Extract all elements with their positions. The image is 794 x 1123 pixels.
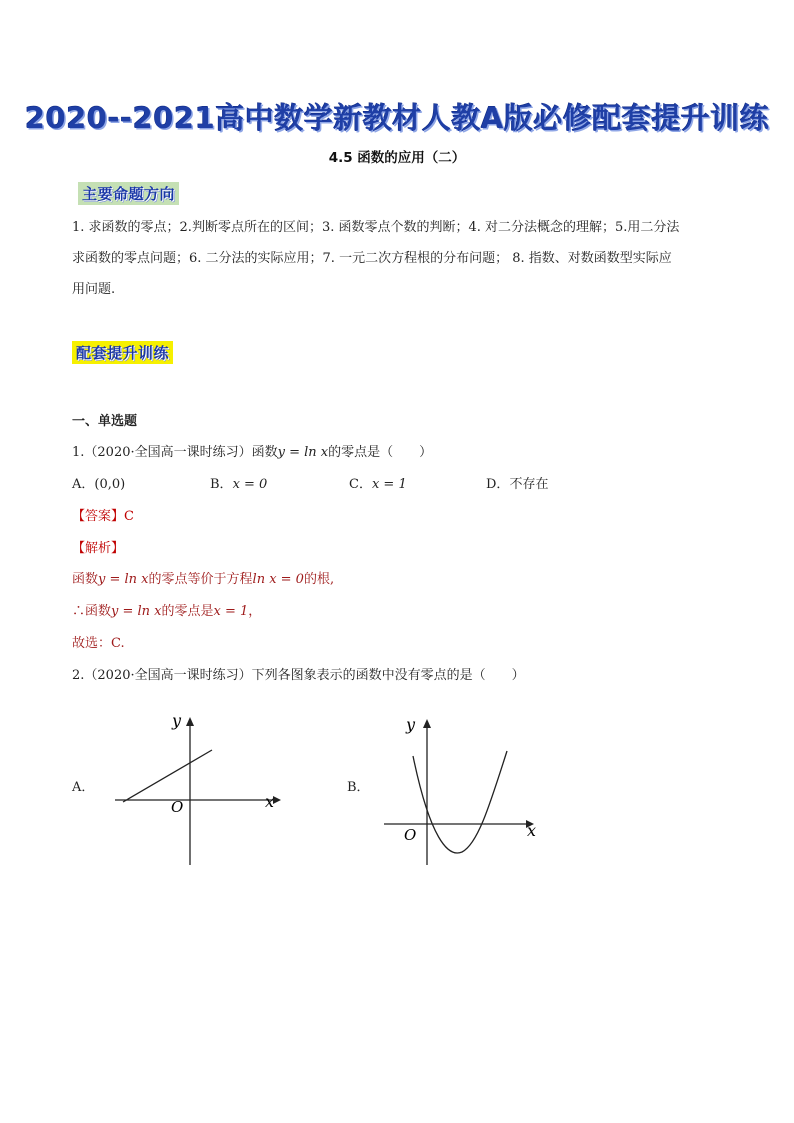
solution-text: ∴函数 — [72, 604, 112, 619]
direction-text — [72, 212, 728, 305]
solution-line-2 — [72, 600, 261, 619]
stem-prefix: 1.（2020·全国高一课时练习）函数 — [72, 445, 278, 460]
answer-label: 【答案】C — [72, 509, 134, 524]
option-b — [210, 473, 267, 492]
solution-formula: x = 1 — [213, 604, 249, 619]
direction-text-line: 1. 求函数的零点；2.判断零点所在的区间；3. 函数零点个数的判断；4. 对二分法概念的理解；5.用二分法 — [72, 220, 680, 235]
part-title: 一、单选题 — [72, 414, 138, 429]
solution-conclusion: 故选：C. — [72, 636, 125, 651]
analysis-label: 【解析】 — [72, 541, 125, 556]
option-label: D． — [486, 477, 510, 492]
y-axis-label: y — [172, 711, 182, 730]
training-heading: 配套提升训练 — [72, 341, 173, 364]
origin-label: O — [404, 826, 417, 844]
direction-text-line: 用问题. — [72, 282, 116, 297]
graph-b-label: B． — [347, 780, 370, 795]
option-text: x = 1 — [371, 477, 407, 492]
y-axis-arrow-icon — [423, 719, 431, 728]
stem-suffix: 的零点是（ ） — [328, 445, 433, 460]
solution-text: 函数 — [72, 572, 99, 587]
solution-line-1 — [72, 568, 334, 587]
direction-text-line: 求函数的零点问题；6. 二分法的实际应用；7. 一元二次方程根的分布问题； 8. 指数、对数函数型实际应 — [72, 251, 672, 266]
direction-heading: 主要命题方向 — [78, 182, 179, 205]
option-label: A． — [72, 477, 95, 492]
solution-formula: ln x = 0 — [252, 572, 304, 587]
solution-text: 的零点等价于方程 — [148, 572, 253, 587]
solution-text: 的根, — [303, 572, 335, 587]
solution-text: ， — [248, 604, 262, 619]
option-label: B． — [210, 477, 233, 492]
solution-text: 的零点是 — [161, 604, 214, 619]
option-text: 不存在 — [509, 477, 549, 492]
question-2-stem: 2.（2020·全国高一课时练习）下列各图象表示的函数中没有零点的是（ ） — [72, 668, 525, 683]
y-axis-arrow-icon — [186, 717, 194, 726]
graph-a — [105, 708, 290, 873]
page-title: 2020--2021高中数学新教材人教A版必修配套提升训练 — [24, 101, 770, 135]
option-text: (0,0) — [94, 477, 126, 492]
solution-formula: y = ln x — [111, 604, 162, 619]
origin-label: O — [171, 798, 184, 816]
option-c — [349, 473, 407, 492]
x-axis-label: x — [527, 821, 537, 840]
option-a — [72, 473, 125, 492]
y-axis-label: y — [406, 715, 416, 734]
option-label: C． — [349, 477, 372, 492]
question-1-stem — [72, 441, 432, 460]
x-axis-arrow-icon — [273, 796, 281, 804]
graph-a-label: A． — [72, 780, 95, 795]
graph-b — [380, 708, 550, 873]
solution-formula: y = ln x — [98, 572, 149, 587]
stem-formula: y = ln x — [277, 445, 329, 460]
option-d — [486, 473, 548, 492]
option-text: x = 0 — [232, 477, 268, 492]
graph-a-line — [123, 750, 212, 802]
x-axis-label: x — [265, 792, 275, 811]
section-subtitle: 4.5 函数的应用（二） — [328, 150, 466, 166]
